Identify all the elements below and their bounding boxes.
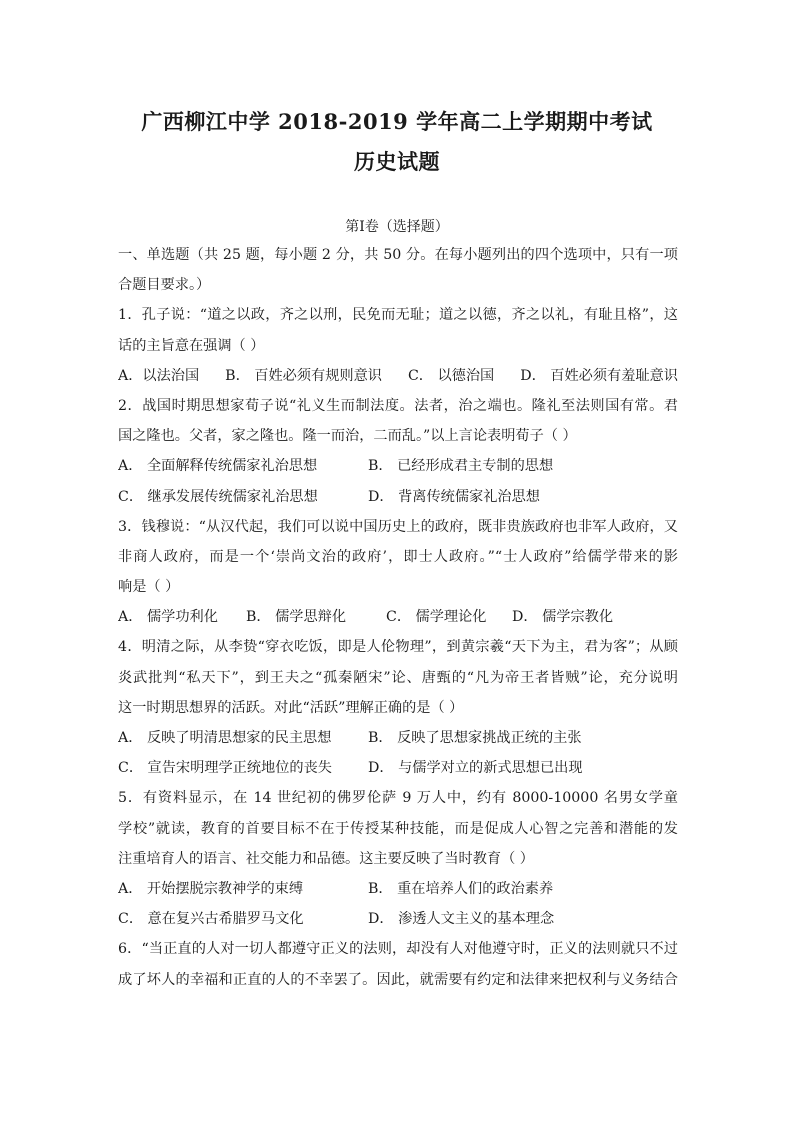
question-6-stem: 6．“当正直的人对一切人都遵守正义的法则，却没有人对他遵守时，正义的法则就只不过 bbox=[118, 941, 678, 958]
option-b: B． 儒学思辩化 bbox=[246, 609, 347, 626]
option-c: C． 宣告宋明理学正统地位的丧失 bbox=[118, 760, 332, 777]
question-2-stem: 国之隆也。父者，家之隆也。隆一而治，二而乱。”以上言论表明荀子（ ） bbox=[118, 428, 577, 445]
option-a: A． 反映了明清思想家的民主思想 bbox=[118, 730, 332, 746]
question-5-stem: 5．有资料显示，在 14 世纪初的佛罗伦萨 9 万人中，约有 8000-10000 名男女学童 bbox=[118, 790, 678, 807]
option-b: B． 已经形成君主专制的思想 bbox=[368, 458, 554, 475]
exam-title: 广西柳江中学 2018-2019 学年高二上学期期中考试 bbox=[141, 109, 653, 134]
question-2-options-row2 bbox=[118, 482, 678, 512]
question-5-options-row1 bbox=[118, 874, 678, 904]
option-b: B． 重在培养人们的政治素养 bbox=[368, 880, 554, 897]
instruction-line: 一、单选题（共 25 题，每小题 2 分，共 50 分。在每小题列出的四个选项中，只有一项 bbox=[118, 247, 678, 263]
option-d: D． 百姓必须有羞耻意识 bbox=[520, 367, 678, 384]
question-4-options-row1 bbox=[118, 723, 678, 753]
question-5-stem: 注重培育人的语言、社交能力和品德。这主要反映了当时教育（ ） bbox=[118, 850, 534, 867]
question-1-stem: 1．孔子说：“道之以政，齐之以刑，民免而无耻；道之以德，齐之以礼，有耻且格”，这 bbox=[118, 307, 678, 324]
option-a: A．以法治国 bbox=[118, 367, 200, 384]
option-b: B． 反映了思想家挑战正统的主张 bbox=[368, 730, 582, 746]
question-5-options-row2 bbox=[118, 904, 678, 934]
option-d: D． 与儒学对立的新式思想已出现 bbox=[368, 760, 583, 777]
question-3-stem: 响是（ ） bbox=[118, 579, 180, 596]
option-c: C． 以德治国 bbox=[407, 367, 495, 384]
question-6-stem: 成了坏人的幸福和正直的人的不幸罢了。因此，就需要有约定和法律来把权利与义务结合 bbox=[118, 971, 678, 988]
option-c: C． 意在复兴古希腊罗马文化 bbox=[118, 911, 304, 928]
question-4-stem: 这一时期思想界的活跃。对此“活跃”理解正确的是（ ） bbox=[118, 699, 464, 716]
question-1-options bbox=[118, 361, 678, 391]
option-c: C． 儒学理论化 bbox=[386, 609, 487, 626]
option-a: A． 全面解释传统儒家礼治思想 bbox=[118, 458, 318, 475]
option-d: D． 儒学宗教化 bbox=[512, 609, 614, 626]
section-label: 第Ⅰ卷（选择题） bbox=[345, 219, 449, 235]
option-d: D． 背离传统儒家礼治思想 bbox=[368, 488, 540, 505]
question-3-stem: 3．钱穆说：“从汉代起，我们可以说中国历史上的政府，既非贵族政府也非军人政府，又 bbox=[118, 518, 678, 535]
option-a: A． 儒学功利化 bbox=[118, 609, 218, 626]
exam-body bbox=[118, 240, 678, 995]
question-4-options-row2 bbox=[118, 753, 678, 783]
subject-title: 历史试题 bbox=[354, 149, 440, 174]
question-4-stem: 炎武批判“私天下”，到王夫之“孤秦陋宋”论、唐甄的“凡为帝王者皆贼”论，充分说明 bbox=[118, 669, 678, 686]
question-3-stem: 非商人政府，而是一个‘崇尚文治的政府’，即士人政府。”“士人政府”给儒学带来的影 bbox=[118, 548, 678, 565]
option-c: C． 继承发展传统儒家礼治思想 bbox=[118, 488, 318, 505]
question-5-stem: 学校”就读，教育的首要目标不在于传授某种技能，而是促成人心智之完善和潜能的发 bbox=[118, 820, 678, 837]
question-2-stem: 2．战国时期思想家荀子说“礼义生而制法度。法者，治之端也。隆礼至法则国有常。君 bbox=[118, 397, 678, 414]
question-1-stem: 话的主旨意在强调（ ） bbox=[118, 337, 265, 354]
option-a: A． 开始摆脱宗教神学的束缚 bbox=[118, 880, 304, 897]
option-d: D． 渗透人文主义的基本理念 bbox=[368, 911, 555, 928]
question-2-options-row1 bbox=[118, 451, 678, 481]
question-3-options bbox=[118, 602, 678, 632]
option-b: B． 百姓必须有规则意识 bbox=[225, 367, 382, 384]
question-4-stem: 4．明清之际，从李贽“穿衣吃饭，即是人伦物理”，到黄宗羲“天下为主，君为客”；从顾 bbox=[118, 639, 678, 656]
instruction-line: 合题目要求。） bbox=[118, 277, 211, 294]
